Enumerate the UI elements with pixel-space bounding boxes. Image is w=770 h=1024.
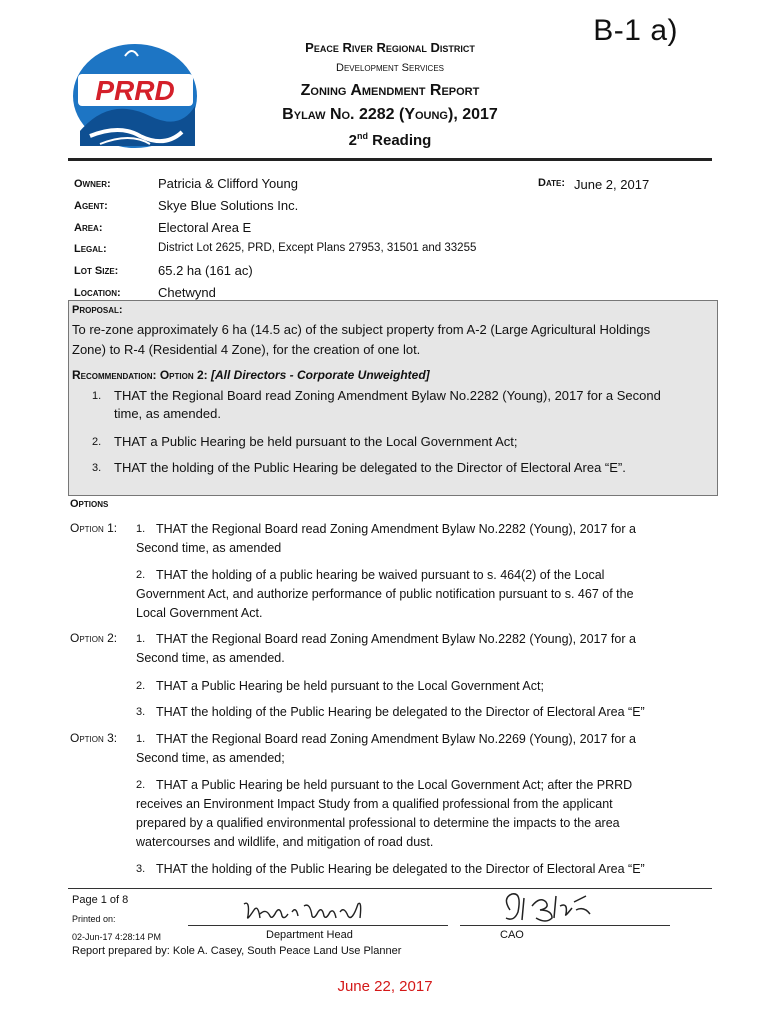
bylaw-title: Bylaw No. 2282 (Young), 2017 <box>282 106 498 123</box>
option1-item2-line1: THAT the holding of a public hearing be waived pursuant to s. 464(2) of the Local <box>156 568 605 582</box>
rec-item-3-num: 3. <box>92 462 102 474</box>
report-title: Zoning Amendment Report <box>300 82 480 99</box>
option1-item2-line2: Government Act, and authorize performance of public notification pursuant to s. 467 of the <box>136 587 634 601</box>
rec-item-1-line2: time, as amended. <box>114 406 221 421</box>
legal-label: Legal: <box>74 243 107 255</box>
printed-timestamp: 02-Jun-17 4:28:14 PM <box>72 932 162 942</box>
options-heading: Options <box>70 498 109 510</box>
cao-signature-line <box>460 925 670 926</box>
lotsize-value: 65.2 ha (161 ac) <box>158 263 253 278</box>
option2-item2-line1: THAT a Public Hearing be held pursuant to the Local Government Act; <box>156 679 544 693</box>
option2-label: Option 2: <box>70 631 118 645</box>
legal-value: District Lot 2625, PRD, Except Plans 27953, 31501 and 33255 <box>158 242 477 254</box>
area-value: Electoral Area E <box>158 220 252 235</box>
option1-label: Option 1: <box>70 521 118 535</box>
dept-head-signature-line <box>188 925 448 926</box>
option2-item1-line1: THAT the Regional Board read Zoning Amendment Bylaw No.2282 (Young), 2017 for a <box>156 632 636 646</box>
proposal-text-line2: Zone) to R-4 (Residential 4 Zone), for the creation of one lot. <box>72 342 421 357</box>
dept-head-label: Department Head <box>266 929 353 941</box>
option2-item2-num: 2. <box>136 680 146 692</box>
option2-item1-num: 1. <box>136 633 146 645</box>
agent-label: Agent: <box>74 200 108 212</box>
header-divider <box>68 158 712 161</box>
option3-item2-line3: prepared by a qualified environmental professional to determine the impacts to the area <box>136 816 620 830</box>
logo-text: PRRD <box>95 75 175 106</box>
option3-item3-num: 3. <box>136 863 146 875</box>
dept-head-signature <box>236 896 376 928</box>
cao-label: CAO <box>500 929 524 941</box>
page-tag: B-1 a) <box>593 14 678 47</box>
date-label: Date: <box>538 177 566 189</box>
stamp-date: June 22, 2017 <box>337 978 433 995</box>
rec-item-1-num: 1. <box>92 390 102 402</box>
prrd-logo <box>70 36 200 166</box>
rec-item-3-line1: THAT the holding of the Public Hearing be delegated to the Director of Electoral Area “E”. <box>114 460 626 475</box>
location-label: Location: <box>74 287 121 299</box>
rec-item-1-line1: THAT the Regional Board read Zoning Amendment Bylaw No.2282 (Young), 2017 for a Second <box>114 388 661 403</box>
footer-divider <box>68 888 712 889</box>
option3-item1-line1: THAT the Regional Board read Zoning Amendment Bylaw No.2269 (Young), 2017 for a <box>156 732 636 746</box>
printed-label: Printed on: <box>72 914 116 924</box>
option3-item2-num: 2. <box>136 779 146 791</box>
option1-item1-line2: Second time, as amended <box>136 541 282 555</box>
proposal-text-line1: To re-zone approximately 6 ha (14.5 ac) of the subject property from A-2 (Large Agricultural Holdings <box>72 322 651 337</box>
option3-item1-num: 1. <box>136 733 146 745</box>
option3-item2-line1: THAT a Public Hearing be held pursuant to the Local Government Act; after the PRRD <box>156 778 633 792</box>
page-number: Page 1 of 8 <box>72 894 129 906</box>
organization-name: Peace River Regional District <box>305 40 475 55</box>
reading-title: 2nd Reading <box>348 131 432 149</box>
option1-item2-line3: Local Government Act. <box>136 606 263 620</box>
rec-item-2-line1: THAT a Public Hearing be held pursuant to the Local Government Act; <box>114 434 518 449</box>
option3-item3-line1: THAT the holding of the Public Hearing be delegated to the Director of Electoral Area “E” <box>156 862 645 876</box>
option3-item2-line4: watercourses and wildlife, and mitigation of road dust. <box>136 835 434 849</box>
department-name: Development Services <box>336 62 444 74</box>
option2-item3-num: 3. <box>136 706 146 718</box>
option2-item3-line1: THAT the holding of the Public Hearing be delegated to the Director of Electoral Area “E” <box>156 705 645 719</box>
prepared-by: Report prepared by: Kole A. Casey, South Peace Land Use Planner <box>72 945 402 957</box>
option1-item1-num: 1. <box>136 523 146 535</box>
date-value: June 2, 2017 <box>574 177 650 192</box>
option2-item1-line2: Second time, as amended. <box>136 651 285 665</box>
option3-item1-line2: Second time, as amended; <box>136 751 285 765</box>
area-label: Area: <box>74 222 103 234</box>
agent-value: Skye Blue Solutions Inc. <box>158 198 299 213</box>
option3-item2-line2: receives an Environment Impact Study from a qualified professional from the applicant <box>136 797 613 811</box>
owner-label: Owner: <box>74 178 111 190</box>
cao-signature <box>496 888 596 928</box>
rec-item-2-num: 2. <box>92 436 102 448</box>
location-value: Chetwynd <box>158 285 216 300</box>
proposal-label: Proposal: <box>72 304 123 316</box>
recommendation-heading: Recommendation: Option 2: [All Directors - Corporate Unweighted] <box>72 368 430 382</box>
owner-value: Patricia & Clifford Young <box>158 176 298 191</box>
option3-label: Option 3: <box>70 731 118 745</box>
lotsize-label: Lot Size: <box>74 265 119 277</box>
option1-item1-line1: THAT the Regional Board read Zoning Amendment Bylaw No.2282 (Young), 2017 for a <box>156 522 636 536</box>
option1-item2-num: 2. <box>136 569 146 581</box>
